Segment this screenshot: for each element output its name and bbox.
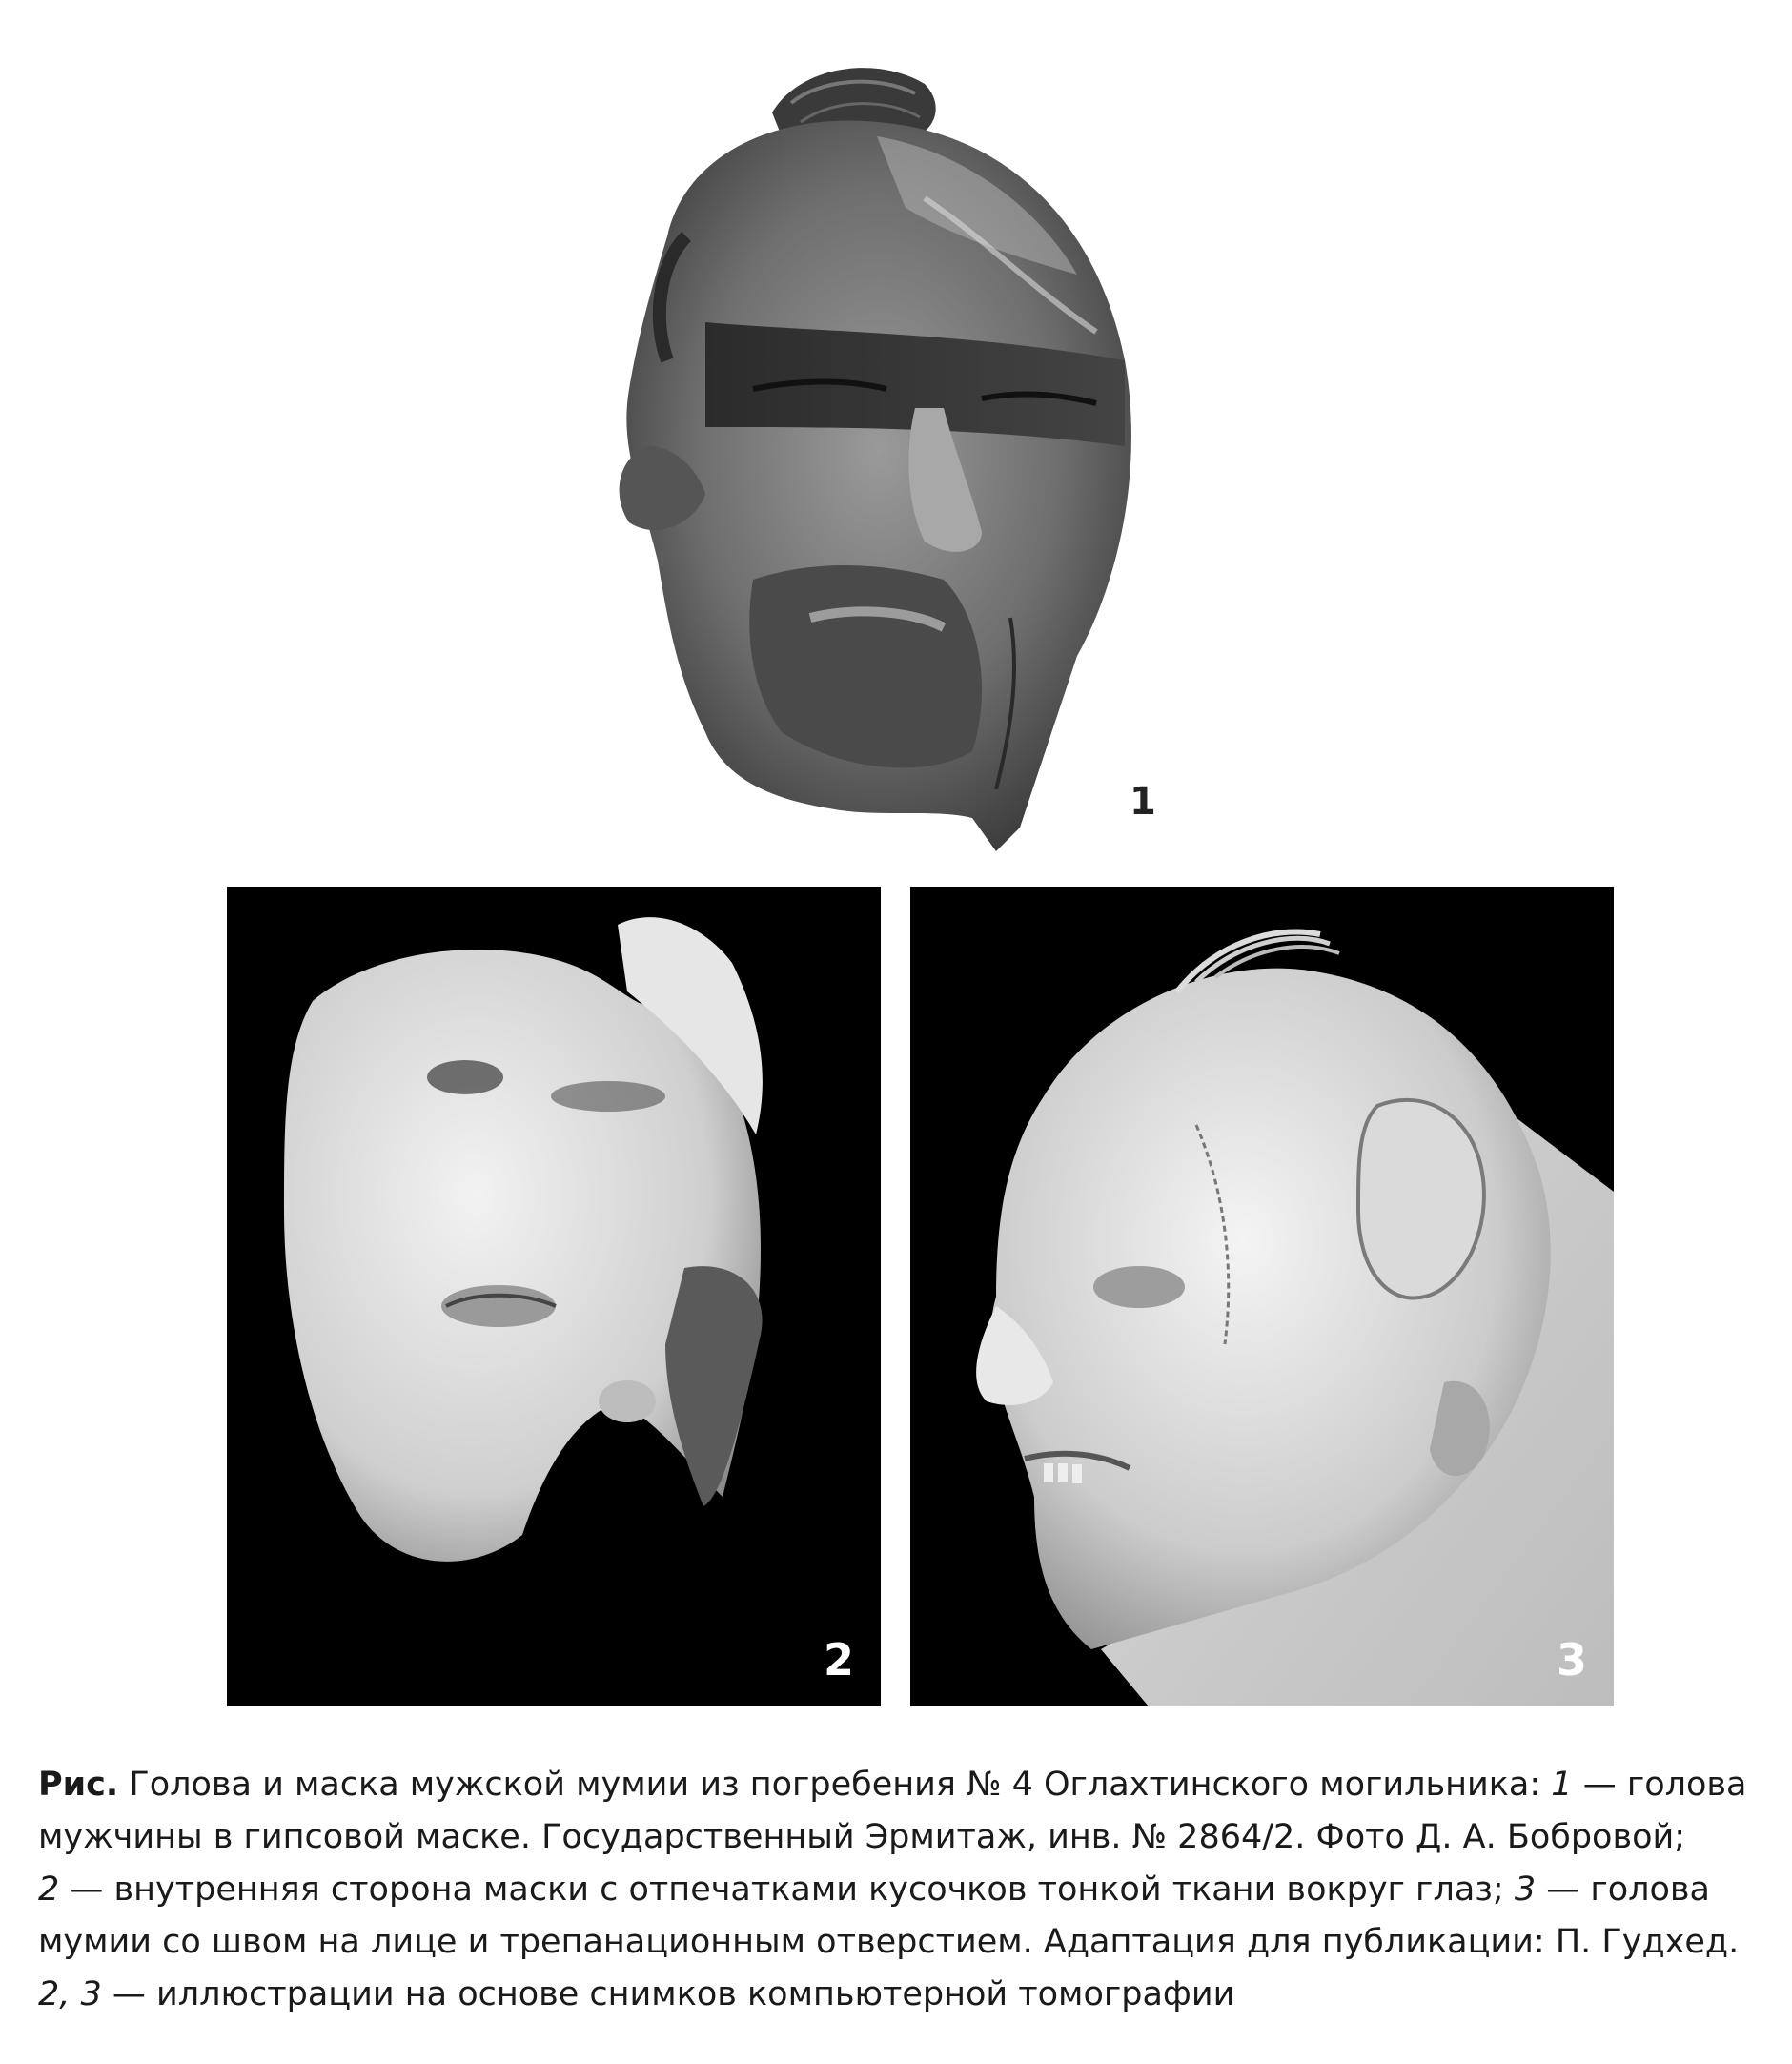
caption-line-3: 2 — внутренняя сторона маски с отпечатками кусочков тонкой ткани вокруг глаз; 3 — голова — [38, 1870, 1711, 1909]
panel-ref-2-3: 2, 3 — [38, 1975, 102, 2013]
caption-line-2: мужчины в гипсовой маске. Государственный Эрмитаж, инв. № 2864/2. Фото Д. А. Бобровой; — [38, 1818, 1686, 1856]
photo-head-in-plaster-mask — [562, 46, 1153, 866]
ct-render-mummy-head — [910, 887, 1614, 1706]
panel-number-3: 3 — [1556, 1634, 1587, 1686]
panel-number-1: 1 — [1130, 780, 1156, 824]
panel-ref-1: 1 — [1551, 1766, 1573, 1804]
panel-ref-2: 2 — [38, 1870, 60, 1909]
figure-caption — [38, 1759, 1773, 2021]
ct-render-mask-inside — [227, 887, 881, 1706]
panel-ref-3: 3 — [1514, 1870, 1537, 1909]
panel-number-2: 2 — [823, 1634, 854, 1686]
caption-line-5: 2, 3 — иллюстрации на основе снимков компьютерной томографии — [38, 1975, 1235, 2013]
caption-line-1: Рис. Голова и маска мужской мумии из погребения № 4 Оглахтинского могильника: 1 — голова — [38, 1766, 1747, 1804]
caption-line-4: мумии со швом на лице и трепанационным отверстием. Адаптация для публикации: П. Гудхед. — [38, 1923, 1740, 1961]
caption-lead: Рис. — [38, 1766, 119, 1804]
